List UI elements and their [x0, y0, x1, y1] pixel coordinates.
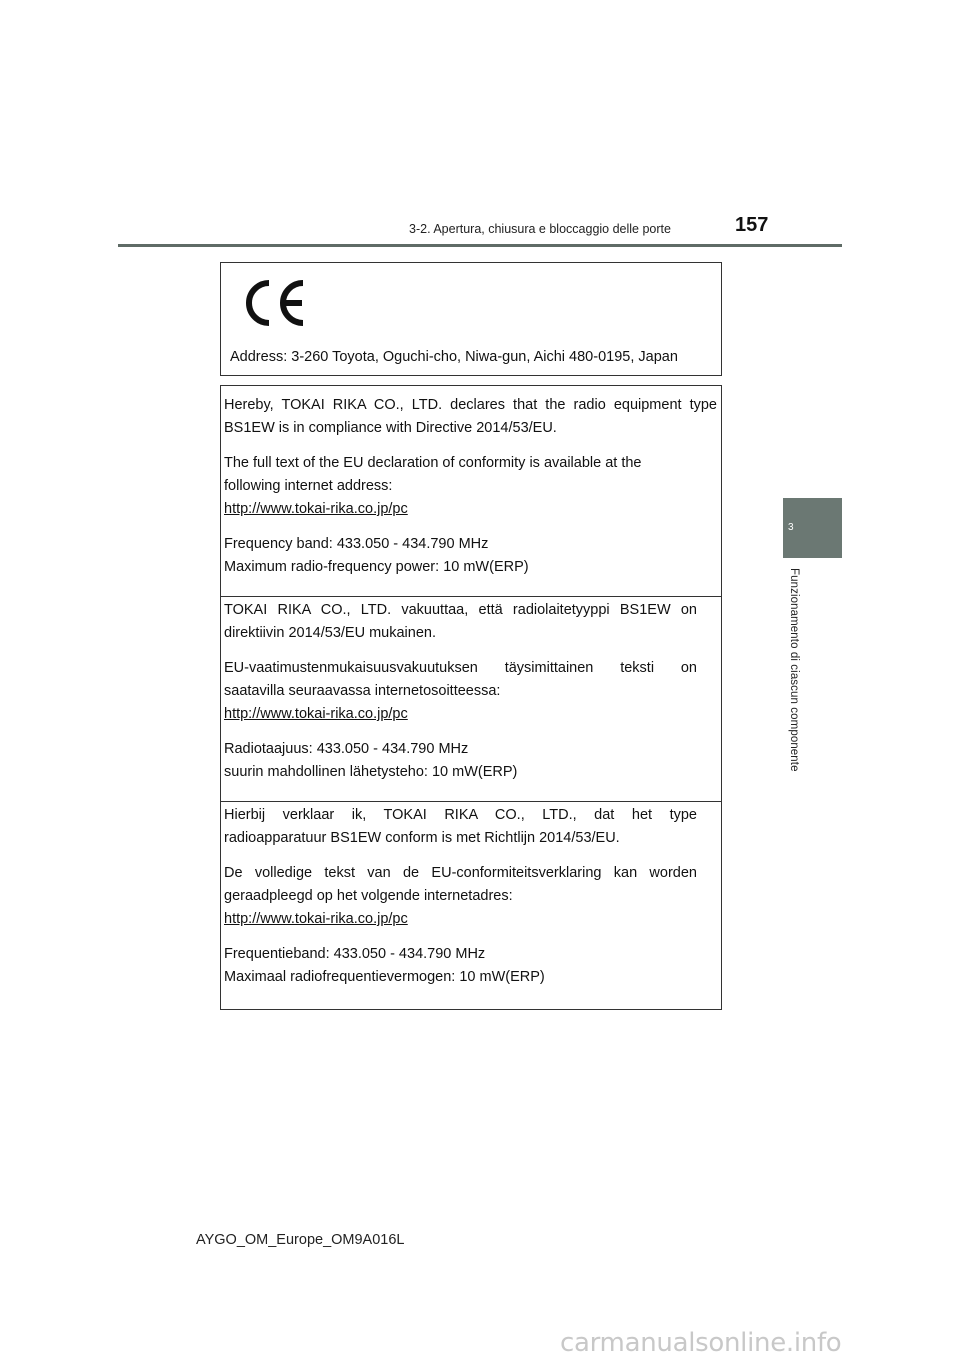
- para-line: Hierbij verklaar ik, TOKAI RIKA CO., LTD., dat het type: [224, 807, 697, 823]
- watermark: carmanualsonline.info: [560, 1328, 842, 1358]
- para-line: TOKAI RIKA CO., LTD. vakuuttaa, että radiolaitetyyppi BS1EW on: [224, 602, 697, 618]
- max-power: Maximaal radiofrequentievermogen: 10 mW(ERP): [224, 969, 545, 985]
- max-power: Maximum radio-frequency power: 10 mW(ERP): [224, 559, 529, 575]
- frequency-band: Frequency band: 433.050 - 434.790 MHz: [224, 536, 489, 552]
- declaration-finnish: [221, 596, 721, 801]
- page-number: 157: [735, 214, 769, 236]
- para-line: radioapparatuur BS1EW conform is met Richtlijn 2014/53/EU.: [224, 830, 620, 846]
- section-title: 3-2. Apertura, chiusura e bloccaggio delle porte: [409, 222, 671, 236]
- max-power: suurin mahdollinen lähetysteho: 10 mW(ERP): [224, 764, 518, 780]
- declarations-box: [220, 385, 722, 1010]
- ce-mark-icon: [239, 277, 309, 329]
- declaration-url-link[interactable]: http://www.tokai-rika.co.jp/pc: [224, 911, 408, 927]
- para-line: BS1EW is in compliance with Directive 2014/53/EU.: [224, 420, 557, 436]
- chapter-number: 3: [788, 522, 794, 533]
- declaration-dutch: [221, 801, 721, 1009]
- declaration-url-link[interactable]: http://www.tokai-rika.co.jp/pc: [224, 501, 408, 517]
- para-line: geraadpleegd op het volgende internetadres:: [224, 888, 513, 904]
- para-line: EU-vaatimustenmukaisuusvakuutuksen täysimittainen teksti on: [224, 660, 697, 676]
- para-line: Hereby, TOKAI RIKA CO., LTD. declares that the radio equipment type: [224, 397, 717, 413]
- para-line: De volledige tekst van de EU-conformiteitsverklaring kan worden: [224, 865, 697, 881]
- document-code: AYGO_OM_Europe_OM9A016L: [196, 1232, 405, 1248]
- manufacturer-address: Address: 3-260 Toyota, Oguchi-cho, Niwa-gun, Aichi 480-0195, Japan: [230, 349, 678, 365]
- para-line: The full text of the EU declaration of conformity is available at the: [224, 455, 642, 471]
- frequency-band: Frequentieband: 433.050 - 434.790 MHz: [224, 946, 486, 962]
- chapter-tab: [783, 498, 842, 558]
- frequency-band: Radiotaajuus: 433.050 - 434.790 MHz: [224, 741, 469, 757]
- header-rule: [118, 244, 842, 247]
- ce-box: [220, 262, 722, 376]
- chapter-label: Funzionamento di ciascun componente: [788, 568, 800, 772]
- para-line: saatavilla seuraavassa internetosoitteessa:: [224, 683, 501, 699]
- para-line: following internet address:: [224, 478, 393, 494]
- declaration-url-link[interactable]: http://www.tokai-rika.co.jp/pc: [224, 706, 408, 722]
- declaration-english: [221, 386, 721, 596]
- para-line: direktiivin 2014/53/EU mukainen.: [224, 625, 436, 641]
